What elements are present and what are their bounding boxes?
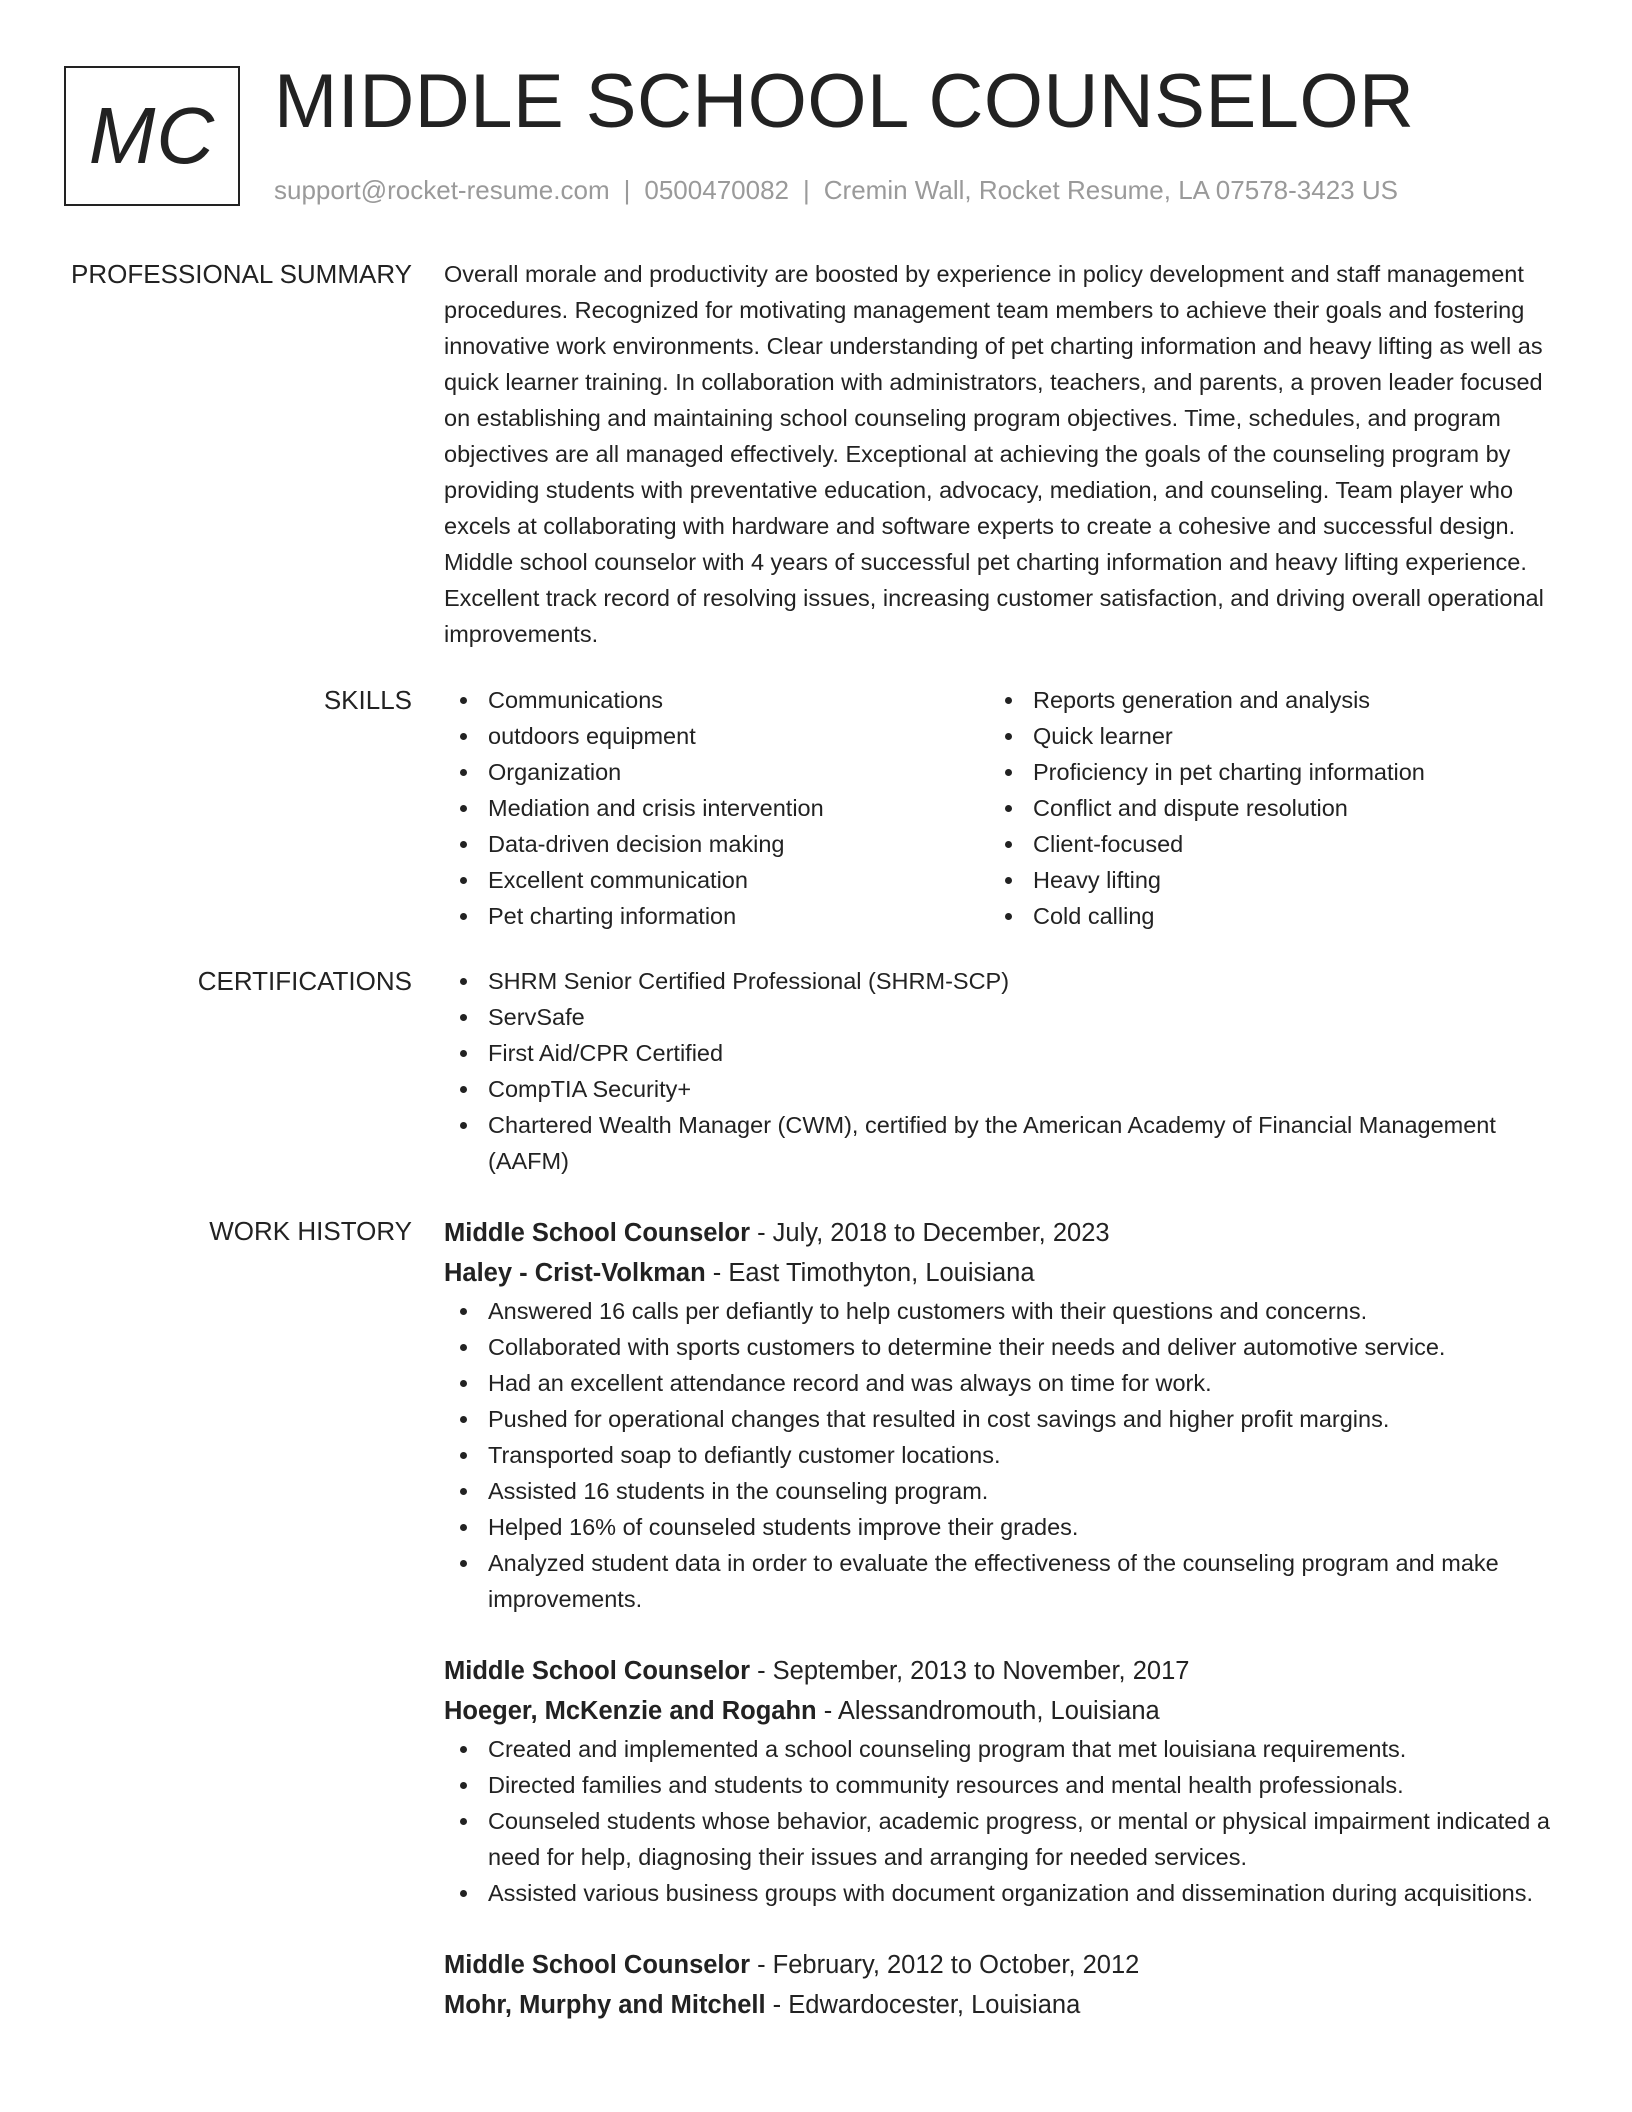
job-bullet: Assisted 16 students in the counseling program. bbox=[444, 1473, 1560, 1509]
skill-item: Heavy lifting bbox=[989, 862, 1529, 898]
certification-item: First Aid/CPR Certified bbox=[444, 1035, 1560, 1071]
job-dates: - February, 2012 to October, 2012 bbox=[750, 1951, 1140, 1979]
job-bullets bbox=[444, 1731, 1560, 1911]
job-bullet: Answered 16 calls per defiantly to help customers with their questions and concerns. bbox=[444, 1293, 1560, 1329]
monogram-box bbox=[64, 66, 240, 206]
skills-list-left bbox=[444, 682, 984, 934]
initials: MC bbox=[88, 91, 216, 180]
job-dates: - September, 2013 to November, 2017 bbox=[750, 1657, 1190, 1685]
skill-item: Data-driven decision making bbox=[444, 826, 984, 862]
job-role: Middle School Counselor bbox=[444, 1657, 751, 1685]
job-title-line bbox=[444, 1651, 1560, 1691]
job-location: - East Timothyton, Louisiana bbox=[705, 1259, 1035, 1287]
job-dates: - July, 2018 to December, 2023 bbox=[750, 1219, 1110, 1247]
job-bullet: Transported soap to defiantly customer locations. bbox=[444, 1437, 1560, 1473]
job-bullet: Pushed for operational changes that resulted in cost savings and higher profit margins. bbox=[444, 1401, 1560, 1437]
job-role: Middle School Counselor bbox=[444, 1219, 751, 1247]
job-entry bbox=[444, 1213, 1560, 1617]
job-entry bbox=[444, 1651, 1560, 1911]
certification-item: Chartered Wealth Manager (CWM), certified by the American Academy of Financial Management (AAFM) bbox=[444, 1107, 1560, 1179]
job-bullet: Analyzed student data in order to evaluate the effectiveness of the counseling program and make improvements. bbox=[444, 1545, 1560, 1617]
job-title-line bbox=[444, 1945, 1560, 1985]
job-bullet: Collaborated with sports customers to determine their needs and deliver automotive service. bbox=[444, 1329, 1560, 1365]
skill-item: Communications bbox=[444, 682, 984, 718]
job-bullet: Assisted various business groups with document organization and dissemination during acquisitions. bbox=[444, 1875, 1560, 1911]
job-role: Middle School Counselor bbox=[444, 1951, 751, 1979]
summary-text: Overall morale and productivity are boosted by experience in policy development and staff management procedures. Recognized for motivating management team members to achieve their goals and fostering innovative work environments. Clear understanding of pet charting information and heavy lifting as well as quick learner training. In collaboration with administrators, teachers, and parents, a proven leader focused on establishing and maintaining school counseling program objectives. Time, schedules, and program objectives are all managed effectively. Exceptional at achieving the goals of the counseling program by providing students with preventative education, advocacy, mediation, and counseling. Team player who excels at collaborating with hardware and software experts to create a cohesive and successful design. Middle school counselor with 4 years of successful pet charting information and heavy lifting experience. Excellent track record of resolving issues, increasing customer satisfaction, and driving overall operational improvements. bbox=[444, 261, 1544, 647]
contact-email[interactable]: support@rocket-resume.com bbox=[274, 175, 610, 205]
summary-heading: PROFESSIONAL SUMMARY bbox=[71, 259, 412, 289]
job-title-line bbox=[444, 1213, 1560, 1253]
job-company: Haley - Crist-Volkman bbox=[444, 1259, 706, 1287]
skills-heading: SKILLS bbox=[323, 685, 412, 715]
job-location: - Alessandromouth, Louisiana bbox=[816, 1697, 1160, 1725]
certification-item: ServSafe bbox=[444, 999, 1560, 1035]
contact-line bbox=[274, 172, 1398, 208]
job-bullet: Helped 16% of counseled students improve their grades. bbox=[444, 1509, 1560, 1545]
job-company: Mohr, Murphy and Mitchell bbox=[444, 1991, 766, 2019]
skill-item: Cold calling bbox=[989, 898, 1529, 934]
job-location: - Edwardocester, Louisiana bbox=[765, 1991, 1081, 2019]
job-bullet: Created and implemented a school counseling program that met louisiana requirements. bbox=[444, 1731, 1560, 1767]
job-entry bbox=[444, 1945, 1560, 2025]
skill-item: Excellent communication bbox=[444, 862, 984, 898]
contact-separator: | bbox=[803, 175, 810, 205]
contact-phone[interactable]: 0500470082 bbox=[644, 175, 789, 205]
skill-item: Pet charting information bbox=[444, 898, 984, 934]
skill-item: Organization bbox=[444, 754, 984, 790]
skill-item: Quick learner bbox=[989, 718, 1529, 754]
skill-item: Conflict and dispute resolution bbox=[989, 790, 1529, 826]
job-company-line bbox=[444, 1985, 1560, 2025]
skills-list-right bbox=[989, 682, 1529, 934]
skill-item: outdoors equipment bbox=[444, 718, 984, 754]
job-company-line bbox=[444, 1691, 1560, 1731]
page-title: MIDDLE SCHOOL COUNSELOR bbox=[274, 59, 1415, 144]
skill-item: Mediation and crisis intervention bbox=[444, 790, 984, 826]
job-bullets bbox=[444, 1293, 1560, 1617]
job-bullet: Had an excellent attendance record and was always on time for work. bbox=[444, 1365, 1560, 1401]
contact-separator: | bbox=[623, 175, 631, 205]
skill-item: Proficiency in pet charting information bbox=[989, 754, 1529, 790]
job-company-line bbox=[444, 1253, 1560, 1293]
certifications-heading: CERTIFICATIONS bbox=[197, 966, 412, 996]
job-bullet: Counseled students whose behavior, academic progress, or mental or physical impairment indicated a need for help, diagnosing their issues and arranging for needed services. bbox=[444, 1803, 1560, 1875]
job-bullet: Directed families and students to community resources and mental health professionals. bbox=[444, 1767, 1560, 1803]
work-history-heading: WORK HISTORY bbox=[209, 1216, 412, 1246]
skill-item: Client-focused bbox=[989, 826, 1529, 862]
certifications-list bbox=[444, 963, 1560, 1179]
skill-item: Reports generation and analysis bbox=[989, 682, 1529, 718]
certification-item: SHRM Senior Certified Professional (SHRM-SCP) bbox=[444, 963, 1560, 999]
contact-address: Cremin Wall, Rocket Resume, LA 07578-3423 US bbox=[823, 175, 1398, 205]
certification-item: CompTIA Security+ bbox=[444, 1071, 1560, 1107]
job-company: Hoeger, McKenzie and Rogahn bbox=[444, 1697, 817, 1725]
